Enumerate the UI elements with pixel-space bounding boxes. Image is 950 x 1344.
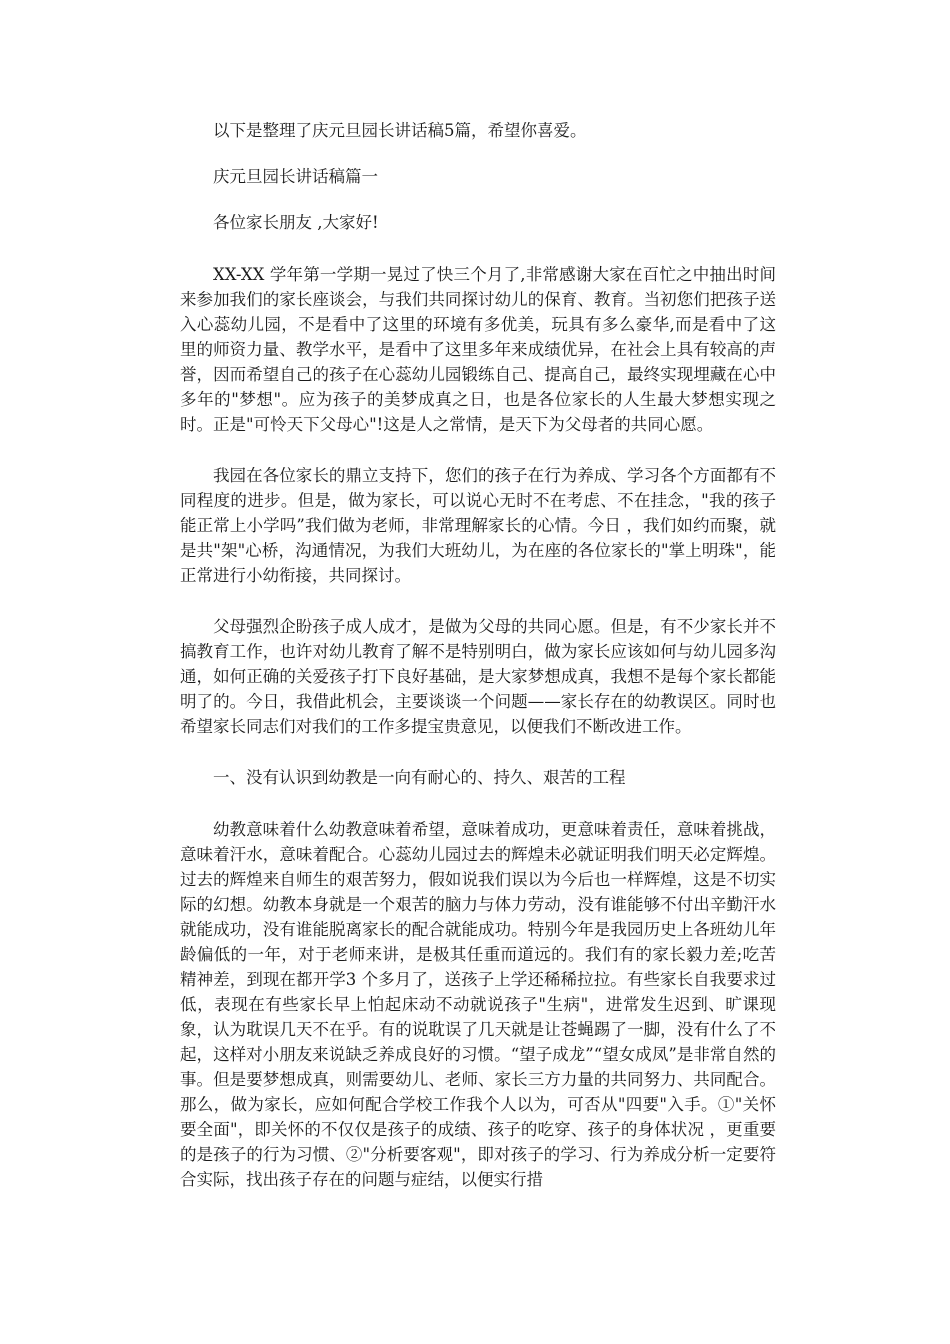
paragraph-4: 幼教意味着什么幼教意味着希望，意味着成功，更意味着责任，意味着挑战，意味着汗水，意味着配合。心蕊幼儿园过去的辉煌未必就证明我们明天必定辉煌。过去的辉煌来自师生的艰苦努力，假如说我们误以为今后也一样辉煌，这是不切实际的幻想。幼教本身就是一个艰苦的脑力与体力劳动，没有谁能够不付出辛勤汗水就能成功，没有谁能脱离家长的配合就能成功。特别今年是我园历史上各班幼儿年龄偏低的一年，对于老师来讲，是极其任重而道远的。我们有的家长毅力差;吃苦精神差，到现在都开学3 个多月了，送孩子上学还稀稀拉拉。有些家长自我要求过低，表现在有些家长早上怕起床动不动就说孩子"生病"，进常发生迟到、旷课现象，认为耽误几天不在乎。有的说耽误了几天就是让苍蝇踢了一脚，没有什么了不起，这样对小朋友来说缺乏养成良好的习惯。“望子成龙”“望女成凤”是非常自然的事。但是要梦想成真，则需要幼儿、老师、家长三方力量的共同努力、共同配合。那么，做为家长，应如何配合学校工作我个人以为，可否从"四要"入手。①"关怀要全面"，即关怀的不仅仅是孩子的成绩、孩子的吃穿、孩子的身体状况 ，更重要的是孩子的行为习惯、②"分析要客观"，即对孩子的学习、行为养成分析一定要符合实际，找出孩子存在的问题与症结，以便实行措 bbox=[180, 820, 776, 1189]
section-heading-one: 一、没有认识到幼教是一向有耐心的、持久、艰苦的工程 bbox=[213, 768, 626, 787]
greeting-line: 各位家长朋友 ,大家好! bbox=[213, 213, 379, 232]
paragraph-3: 父母强烈企盼孩子成人成才，是做为父母的共同心愿。但是，有不少家长并不搞教育工作，也许对幼儿教育了解不是特别明白，做为家长应该如何与幼儿园多沟通，如何正确的关爱孩子打下良好基础，是大家梦想成真，我想不是每个家长都能明了的。今日，我借此机会，主要谈谈一个问题——家长存在的幼教误区。同时也希望家长同志们对我们的工作多提宝贵意见，以便我们不断改进工作。 bbox=[180, 617, 776, 736]
paragraph-2: 我园在各位家长的鼎立支持下，您们的孩子在行为养成、学习各个方面都有不同程度的进步。但是，做为家长，可以说心无时不在考虑、不在挂念，"我的孩子能正常上小学吗”我们做为老师，非常理解家长的心情。今日 ，我们如约而聚，就是共"架"心桥，沟通情况，为我们大班幼儿，为在座的各位家长的"掌上明珠"，能正常进行小幼衔接，共同探讨。 bbox=[180, 466, 776, 585]
section-title: 庆元旦园长讲话稿篇一 bbox=[213, 167, 378, 186]
intro-line: 以下是整理了庆元旦园长讲话稿5篇，希望你喜爱。 bbox=[213, 121, 587, 140]
paragraph-1: XX-XX 学年第一学期一晃过了快三个月了,非常感谢大家在百忙之中抽出时间来参加我们的家长座谈会，与我们共同探讨幼儿的保育、教育。当初您们把孩子送入心蕊幼儿园，不是看中了这里的环境有多优美，玩具有多么豪华,而是看中了这里的师资力量、教学水平，是看中了这里多年来成绩优异，在社会上具有较高的声誉，因而希望自己的孩子在心蕊幼儿园锻练自己、提高自己，最终实现埋藏在心中多年的"梦想"。应为孩子的美梦成真之日，也是各位家长的人生最大梦想实现之时。正是"可怜天下父母心"!这是人之常情，是天下为父母者的共同心愿。 bbox=[180, 265, 776, 434]
document-body bbox=[180, 118, 776, 1192]
